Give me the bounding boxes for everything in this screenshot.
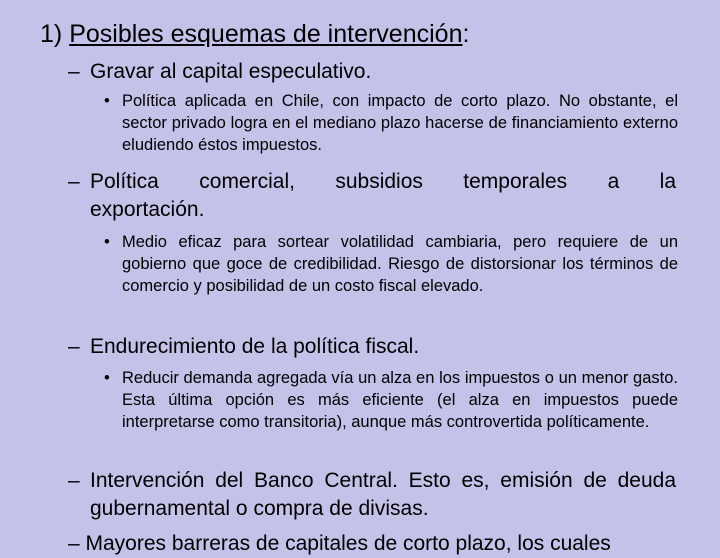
list-item: [68, 168, 676, 224]
list-item-text: Endurecimiento de la política fiscal.: [90, 335, 420, 358]
list-item-text-line2: exportación.: [90, 198, 205, 221]
bullet-text: Política aplicada en Chile, con impacto de corto plazo. No obstante, el sector privado logra en el mediano plazo hacerse de financiamiento externo eludiendo éstos impuestos.: [122, 92, 678, 154]
list-item-text-line1: Política comercial, subsidios temporales a la: [90, 170, 676, 193]
heading-title: Posibles esquemas de intervención: [69, 20, 463, 48]
bullet-text: Medio eficaz para sortear volatilidad cambiaria, pero requiere de un gobierno que goce de credibilidad. Riesgo de distorsionar los términos de comercio y posibilidad de un costo fiscal elevado.: [122, 233, 678, 295]
bullet-text: Reducir demanda agregada vía un alza en los impuestos o un menor gasto. Esta última opción es más eficiente (el alza en impuestos puede interpretarse como transitoria), aunque más controvertida políticamente.: [122, 369, 678, 431]
slide-heading: [40, 18, 469, 50]
dash-marker: –: [68, 170, 80, 193]
bullet-marker: •: [104, 92, 110, 110]
dash-marker: –: [68, 60, 80, 83]
bullet-marker: •: [104, 369, 110, 387]
cut-off-list-item: – Mayores barreras de capitales de corto plazo, los cuales: [68, 532, 611, 555]
list-item: [68, 467, 676, 523]
list-item-text: Intervención del Banco Central. Esto es, emisión de deuda gubernamental o compra de divisas.: [90, 469, 676, 520]
list-item-text: Gravar al capital especulativo.: [90, 60, 372, 83]
bullet-item: [104, 367, 678, 433]
heading-number: 1): [40, 20, 63, 48]
bullet-item: [104, 90, 678, 156]
list-item: [68, 58, 676, 86]
bullet-marker: •: [104, 233, 110, 251]
list-item: [68, 333, 676, 361]
dash-marker: –: [68, 335, 80, 358]
bullet-item: [104, 231, 678, 297]
dash-marker: –: [68, 469, 80, 492]
heading-colon: :: [462, 20, 470, 48]
